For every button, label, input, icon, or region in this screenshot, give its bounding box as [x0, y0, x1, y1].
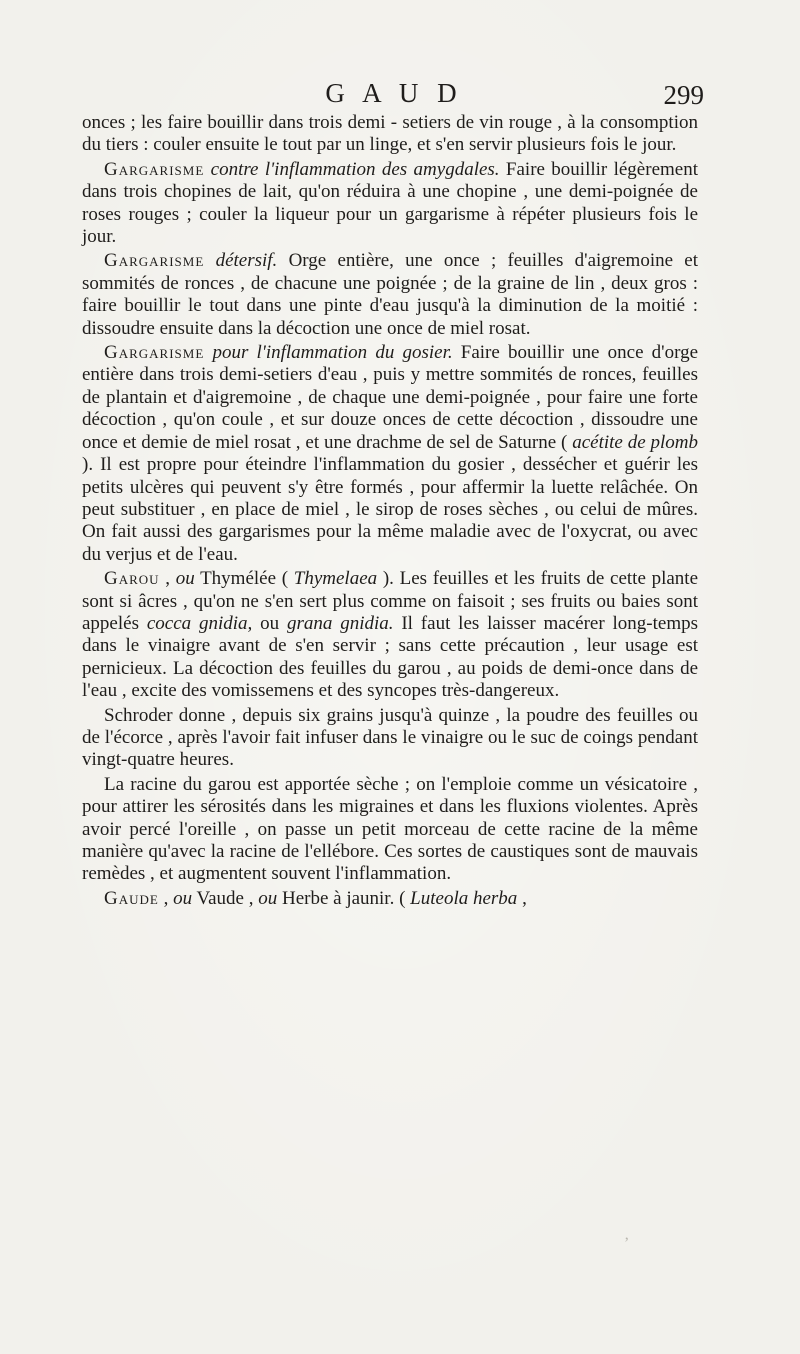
paragraph-8-segment: ,: [517, 887, 527, 909]
paragraph-1-segment: onces ; les faire bouillir dans trois demi - setiers de vin rouge , à la consomption du tiers : couler ensuite le tout par un linge, et s'en servir plusieurs fois le jour.: [82, 112, 698, 156]
paragraph-5-segment: Garou: [104, 568, 160, 590]
paragraph-5-segment: cocca gnidia,: [146, 612, 253, 634]
paragraph-5: [82, 568, 698, 702]
paragraph-5-segment: Thymélée (: [194, 568, 294, 590]
paragraph-8-segment: Gaude: [104, 887, 159, 909]
paragraph-2-segment: contre l'inflammation des amygdales.: [210, 158, 500, 180]
paragraph-4-segment: acétite de plomb: [572, 431, 698, 453]
paragraph-5-segment: Thymelaea: [293, 568, 378, 590]
paragraph-4-segment: Faire bouillir une once d'orge entière dans trois demi-setiers d'eau , puis y mettre sommités de ronces, feuilles de plantain et d'aigremoine , de chaque une demi-poignée , pour faire une forte décoction , qu'on coule , et sur douze onces de cette décoction , dissoudre une once et demie de miel rosat , et une drachme de sel de Saturne (: [82, 342, 699, 453]
paragraph-8: [82, 888, 698, 910]
paragraph-5-segment: ou: [175, 568, 195, 590]
paragraph-8-segment: ou: [173, 887, 193, 909]
paragraph-5-segment: ). Les feuilles et les fruits de cette plante sont si âcres , qu'on ne s'en sert plus comme on faisoit ; ses fruits ou baies sont appelés: [82, 568, 699, 634]
paragraph-8-segment: Vaude ,: [192, 887, 259, 909]
paragraph-3-segment: détersif.: [215, 250, 278, 272]
paragraph-6: [82, 705, 698, 772]
paragraph-7-segment: La racine du garou est apportée sèche ; on l'emploie comme un vésicatoire , pour attirer les sérosités dans les migraines et dans les fluxions violentes. Après avoir percé l'oreille , on passe un petit morceau de cette racine de la même manière qu'avec la racine de l'ellébore. Ces sortes de caustiques sont de mauvais remèdes , et augmentent souvent l'inflammation.: [82, 773, 698, 885]
paragraph-2-segment: Faire bouillir légèrement dans trois chopines de lait, qu'on réduira à une chopine , une demi-poignée de roses rouges ; couler la liqueur pour un gargarisme à répéter plusieurs fois le jour.: [82, 158, 698, 248]
paragraph-4-segment: Gargarisme: [104, 342, 205, 364]
paragraph-4: [82, 342, 698, 566]
paragraph-3-segment: [204, 250, 215, 271]
paragraph-8-segment: ou: [258, 887, 278, 909]
page-header: [84, 72, 704, 112]
stray-mark-decoration: ‚: [624, 1226, 630, 1243]
paragraph-3: [82, 250, 698, 340]
paragraph-6-segment: Schroder donne , depuis six grains jusqu'à quinze , la poudre des feuilles ou de l'écorce , après l'avoir fait infuser dans le vinaigre ou le suc de coings pendant vingt-quatre heures.: [82, 704, 698, 771]
paragraph-5-segment: ,: [159, 568, 176, 590]
paragraph-8-segment: ,: [158, 887, 174, 909]
paragraph-5-segment: ou: [252, 612, 287, 634]
paragraph-3-segment: Orge entière, une once ; feuilles d'aigremoine et sommités de ronces , de chacune une poignée ; de la graine de lin , deux gros : faire bouillir le tout dans une pinte d'eau jusqu'à la diminution de la moitié : dissoudre ensuite dans la décoction une once de miel rosat.: [82, 250, 698, 339]
paragraph-4-segment: ). Il est propre pour éteindre l'inflammation du gosier , dessécher et guérir les petits ulcères qui peuvent s'y être formés , pour affermir la luette relâchée. On peut substituer , en place de miel , le sirop de roses sèches , ou celui de mûres. On fait aussi des gargarismes pour la même maladie avec de l'oxycrat, ou avec du verjus et de l'eau.: [82, 454, 698, 565]
paragraph-2-segment: Gargarisme: [104, 158, 205, 180]
paragraph-4-segment: pour l'inflammation du gosier.: [212, 342, 453, 364]
paragraph-8-segment: Luteola herba: [410, 887, 518, 909]
paragraph-5-segment: grana gnidia.: [286, 612, 394, 634]
paragraph-8-segment: Herbe à jaunir. (: [277, 887, 411, 909]
page-number: 299: [663, 80, 704, 110]
paragraph-2: [82, 159, 698, 249]
body-text: [82, 112, 698, 912]
paragraph-3-segment: Gargarisme: [104, 250, 205, 272]
paragraph-5-segment: Il faut les laisser macérer long-temps dans le vinaigre avant de s'en servir ; sans cette précaution , leur usage est pernicieux. La décoction des feuilles du garou , au poids de demi-once dans de l'eau , excite des vomissemens et des syncopes très-dangereux.: [82, 612, 699, 702]
paragraph-1: [82, 112, 698, 157]
paragraph-7: [82, 774, 698, 886]
running-head: G A U D: [325, 78, 463, 108]
